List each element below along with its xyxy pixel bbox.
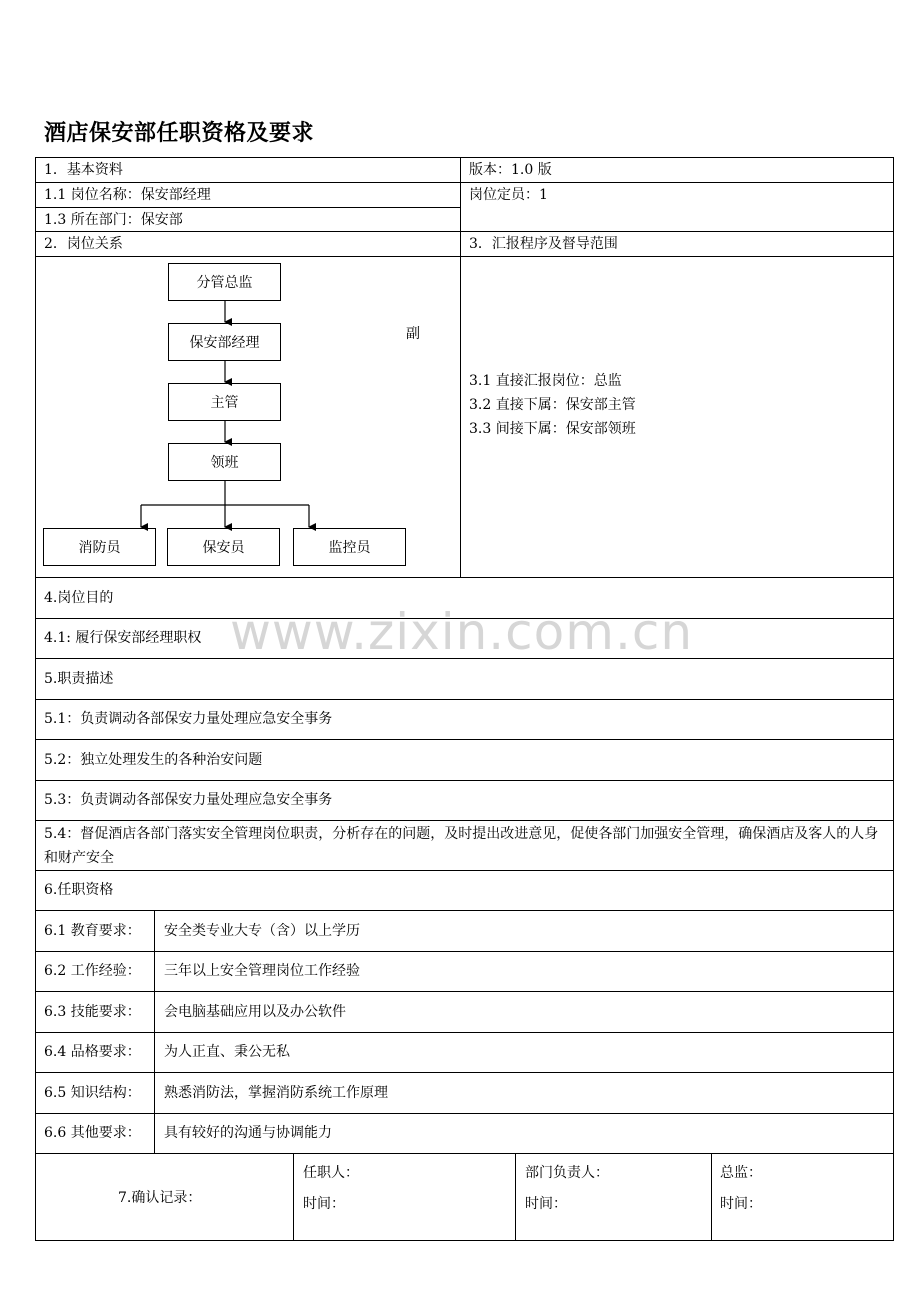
page-title: 酒店保安部任职资格及要求 xyxy=(44,121,315,146)
qualification-value: 安全类专业大专（含）以上学历 xyxy=(164,923,360,939)
org-node-staff-guard: 保安员 xyxy=(167,528,280,566)
qualification-label: 6.4 品格要求： xyxy=(44,1044,141,1060)
qualification-label: 6.6 其他要求： xyxy=(44,1125,141,1141)
dept-head-time-label: 时间： xyxy=(525,1196,567,1212)
reporting-item: 3.1 直接汇报岗位：总监 xyxy=(469,373,622,389)
duties-section-label: 5.职责描述 xyxy=(44,671,114,687)
qualification-label: 6.2 工作经验： xyxy=(44,963,141,979)
org-node-manager: 保安部经理 xyxy=(168,323,281,361)
duty-item: 5.1：负责调动各部保安力量处理应急安全事务 xyxy=(44,711,333,727)
qualification-label: 6.1 教育要求： xyxy=(44,923,141,939)
reporting-section-label: 3．汇报程序及督导范围 xyxy=(469,236,618,252)
basic-section-label: 1．基本资料 xyxy=(44,162,123,178)
org-node-staff-monitor: 监控员 xyxy=(293,528,406,566)
holder-time-label: 时间： xyxy=(303,1196,345,1212)
qualifications-section-label: 6.任职资格 xyxy=(44,882,114,898)
org-node-staff-fire: 消防员 xyxy=(43,528,156,566)
position-name: 1.1 岗位名称：保安部经理 xyxy=(44,187,211,203)
director-signature-label: 总监： xyxy=(720,1165,762,1181)
qualification-value: 熟悉消防法，掌握消防系统工作原理 xyxy=(164,1085,388,1101)
department: 1.3 所在部门：保安部 xyxy=(44,212,183,228)
headcount: 岗位定员：1 xyxy=(469,187,548,203)
confirmation-section-label: 7.确认记录： xyxy=(118,1190,202,1206)
qualification-value: 具有较好的沟通与协调能力 xyxy=(164,1125,332,1141)
qualification-label: 6.3 技能要求： xyxy=(44,1004,141,1020)
purpose-section-label: 4.岗位目的 xyxy=(44,590,114,606)
duty-item: 5.2：独立处理发生的各种治安问题 xyxy=(44,752,263,768)
qualification-value: 三年以上安全管理岗位工作经验 xyxy=(164,963,360,979)
qualification-value: 为人正直、秉公无私 xyxy=(164,1044,290,1060)
reporting-item: 3.3 间接下属：保安部领班 xyxy=(469,421,636,437)
org-node-supervisor: 主管 xyxy=(168,383,281,421)
version-label: 版本：1.0 版 xyxy=(469,162,552,178)
duty-item: 5.4：督促酒店各部门落实安全管理岗位职责，分析存在的问题，及时提出改进意见，促使各部门加强安全管理，确保酒店及客人的人身和财产安全 xyxy=(44,826,879,866)
relations-section-label: 2．岗位关系 xyxy=(44,236,123,252)
duty-item: 5.3：负责调动各部保安力量处理应急安全事务 xyxy=(44,792,333,808)
qualification-label: 6.5 知识结构： xyxy=(44,1085,141,1101)
reporting-item: 3.2 直接下属：保安部主管 xyxy=(469,397,636,413)
qualification-value: 会电脑基础应用以及办公软件 xyxy=(164,1004,346,1020)
watermark: www.zixin.com.cn xyxy=(230,603,694,661)
org-chart-connectors xyxy=(0,0,920,600)
holder-signature-label: 任职人： xyxy=(303,1165,359,1181)
dept-head-signature-label: 部门负责人： xyxy=(525,1165,609,1181)
org-node-director: 分管总监 xyxy=(168,263,281,301)
purpose-item: 4.1: 履行保安部经理职权 xyxy=(44,630,202,646)
org-node-leader: 领班 xyxy=(168,443,281,481)
director-time-label: 时间： xyxy=(720,1196,762,1212)
stray-character: 副 xyxy=(406,326,420,342)
